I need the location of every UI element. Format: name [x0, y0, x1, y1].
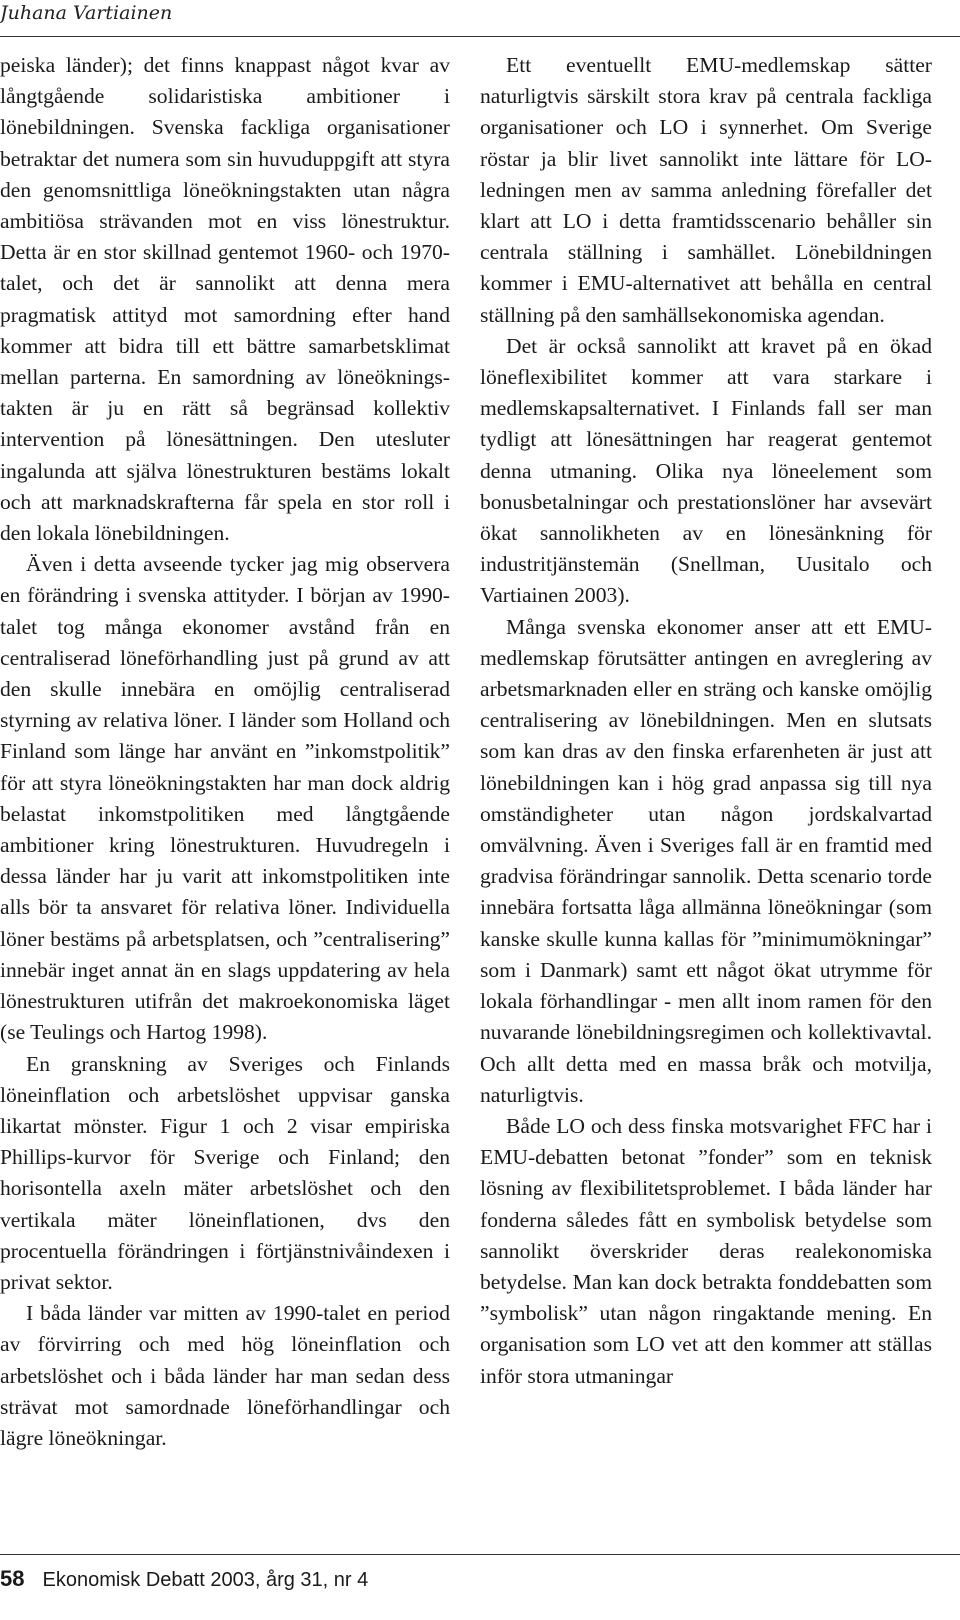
header-divider	[0, 36, 960, 37]
right-column	[480, 50, 932, 1392]
paragraph: Ett eventuellt EMU-medlemskap sätter naturligtvis särskilt stora krav på centrala fackliga organisationer och LO i synnerhet. Om Sverige röstar ja blir livet sannolikt inte lättare för LO-ledningen men av samma anledning förefaller det klart att LO i detta framtidsscenario behåller sin centrala ställning i samhället. Lönebildningen kommer i EMU-alternativet att behålla en central ställning på den samhällsekonomiska agendan.	[480, 53, 932, 327]
journal-citation: Ekonomisk Debatt 2003, årg 31, nr 4	[42, 1569, 369, 1591]
running-header-author: Juhana Vartiainen	[0, 2, 173, 24]
paragraph: peiska länder); det finns knappast något kvar av långtgående solidaristiska ambitioner i lönebildningen. Svenska fackliga organisationer betraktar det numera som sin huvuduppgift att styra den genomsnittliga löneökningstakten utan några ambitiösa strävanden mot en viss lönestruktur. Detta är en stor skillnad gentemot 1960- och 1970-talet, och det är sannolikt att denna mera pragmatisk attityd mot samordning efter hand kommer att bidra till ett bättre samarbetsklimat mellan parterna. En samordning av löneökningstakten är ju en rätt så begränsad kollektiv intervention på lönesättningen. Den utesluter ingalunda att själva lönestrukturen bestäms lokalt och att marknadskrafterna får spela en stor roll i den lokala lönebildningen.	[0, 53, 450, 546]
paragraph: Både LO och dess finska motsvarighet FFC har i EMU-debatten betonat ”fonder” som en teknisk lösning av flexibilitetsproblemet. I båda länder har fonderna således fått en symbolisk betydelse som sannolikt överskrider deras realekonomiska betydelse. Man kan dock betrakta fonddebatten som ”symbolisk” utan någon ringaktande mening. En organisation som LO vet att den kommer att ställas inför stora utmaningar	[480, 1113, 932, 1388]
paragraph: Många svenska ekonomer anser att ett EMU-medlemskap förutsätter antingen en avreglering av arbetsmarknaden eller en sträng och kanske omöjlig centralisering av lönebildningen. Men en slutsats som kan dras av den finska erfarenheten är just att lönebildningen kan i hög grad anpassa sig till nya omständigheter utan någon jordskalvartad omvälvning. Även i Sveriges fall är en framtid med gradvisa förändringar sannolik. Detta scenario torde innebära fortsatta låga allmänna löneökningar (som kanske skulle kunna kallas för ”minimumökningar” som i Danmark) samt ett något ökat utrymme för lokala förhandlingar - men allt inom ramen för den nuvarande lönebildningsregimen och kollektivavtal. Och allt detta med en massa bråk och motvilja, naturligtvis.	[480, 614, 932, 1107]
page-number: 58	[0, 1566, 25, 1591]
paragraph: Det är också sannolikt att kravet på en ökad löneflexibilitet kommer att vara starkare i medlemskapsalternativet. I Finlands fall ser man tydligt att lönesättningen har reagerat gentemot denna utmaning. Olika nya löneelement som bonusbetalningar och prestationslöner har avsevärt ökat sannolikheten av en lönesänkning för industritjänstemän (Snellman, Uusitalo och Vartiainen 2003).	[480, 333, 932, 608]
paragraph: I båda länder var mitten av 1990-talet en period av förvirring och med hög löneinflation och arbetslöshet och i båda länder har man sedan dess strävat mot samordnade löneförhandlingar och lägre löneökningar.	[0, 1301, 450, 1450]
paragraph: En granskning av Sveriges och Finlands löneinflation och arbetslöshet uppvisar ganska likartat mönster. Figur 1 och 2 visar empiriska Phillips-kurvor för Sverige och Finland; den horisontella axeln mäter arbetslöshet och den vertikala mäter löneinflationen, dvs den procentuella förändringen i förtjänstnivåindexen i privat sektor.	[0, 1051, 450, 1294]
page-footer	[0, 1566, 368, 1592]
paragraph: Även i detta avseende tycker jag mig observera en förändring i svenska attityder. I början av 1990-talet tog många ekonomer avstånd från en centraliserad löneförhandling just på grund av att den skulle innebära en omöjlig centraliserad styrning av relativa löner. I länder som Holland och Finland som länge har använt en ”inkomstpolitik” för att styra löneökningstakten har man dock aldrig belastat inkomstpolitiken med långtgående ambitioner kring lönestrukturen. Huvudregeln i dessa länder har ju varit att inkomstpolitiken inte alls bör ta ansvaret för relativa löner. Individuella löner bestäms på arbetsplatsen, och ”centralisering” innebär inget annat än en slags uppdatering av hela lönestrukturen utifrån det makroekonomiska läget (se Teulings och Hartog 1998).	[0, 552, 450, 1045]
left-column	[0, 50, 450, 1454]
footer-divider	[0, 1554, 960, 1555]
